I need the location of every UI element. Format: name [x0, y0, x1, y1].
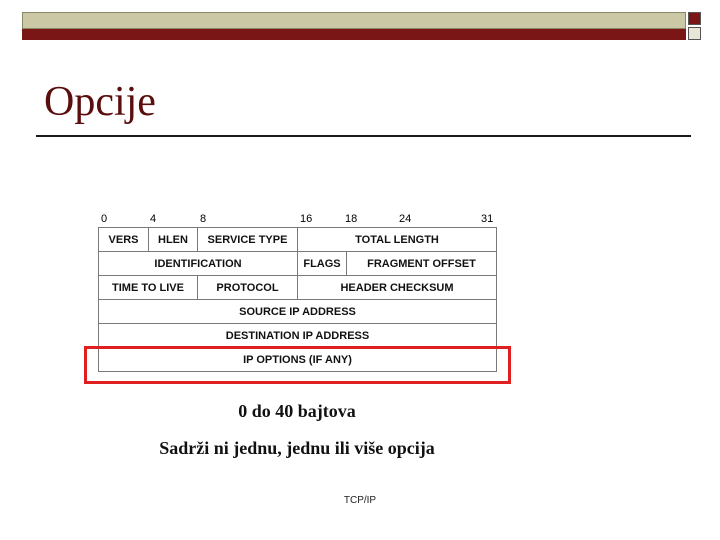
slide-title: Opcije [44, 79, 156, 125]
decorative-top-band [22, 12, 686, 29]
options-highlight-box [84, 346, 511, 384]
title-divider [36, 135, 691, 137]
bit-position-label: 18 [345, 213, 358, 225]
field-cell: FRAGMENT OFFSET [347, 252, 497, 276]
header-row [99, 276, 497, 300]
size-caption: 0 do 40 bajtova [238, 401, 356, 421]
header-row [99, 228, 497, 252]
bit-position-label: 8 [200, 213, 207, 225]
field-cell: HLEN [149, 228, 198, 252]
field-cell: IDENTIFICATION [99, 252, 298, 276]
decorative-square-icon [688, 12, 701, 25]
field-cell: DESTINATION IP ADDRESS [99, 324, 497, 348]
field-cell: SERVICE TYPE [198, 228, 298, 252]
field-cell: TIME TO LIVE [99, 276, 198, 300]
field-cell: PROTOCOL [198, 276, 298, 300]
header-row [99, 300, 497, 324]
description-caption: Sadrži ni jednu, jednu ili više opcija [159, 438, 435, 458]
header-row [99, 252, 497, 276]
bit-position-label: 24 [399, 213, 412, 225]
field-cell: FLAGS [298, 252, 347, 276]
bit-position-label: 4 [150, 213, 157, 225]
bit-position-label: 31 [481, 213, 494, 225]
bit-position-label: 16 [300, 213, 313, 225]
slide-footer: TCP/IP [343, 495, 377, 506]
field-cell: VERS [99, 228, 149, 252]
field-cell: SOURCE IP ADDRESS [99, 300, 497, 324]
field-cell: HEADER CHECKSUM [298, 276, 497, 300]
decorative-square-outline-icon [688, 27, 701, 40]
field-cell: TOTAL LENGTH [298, 228, 497, 252]
decorative-accent-bar [22, 29, 686, 40]
header-row [99, 324, 497, 348]
options-field-cell: IP OPTIONS (IF ANY) [99, 348, 497, 372]
bit-position-label: 0 [101, 213, 108, 225]
